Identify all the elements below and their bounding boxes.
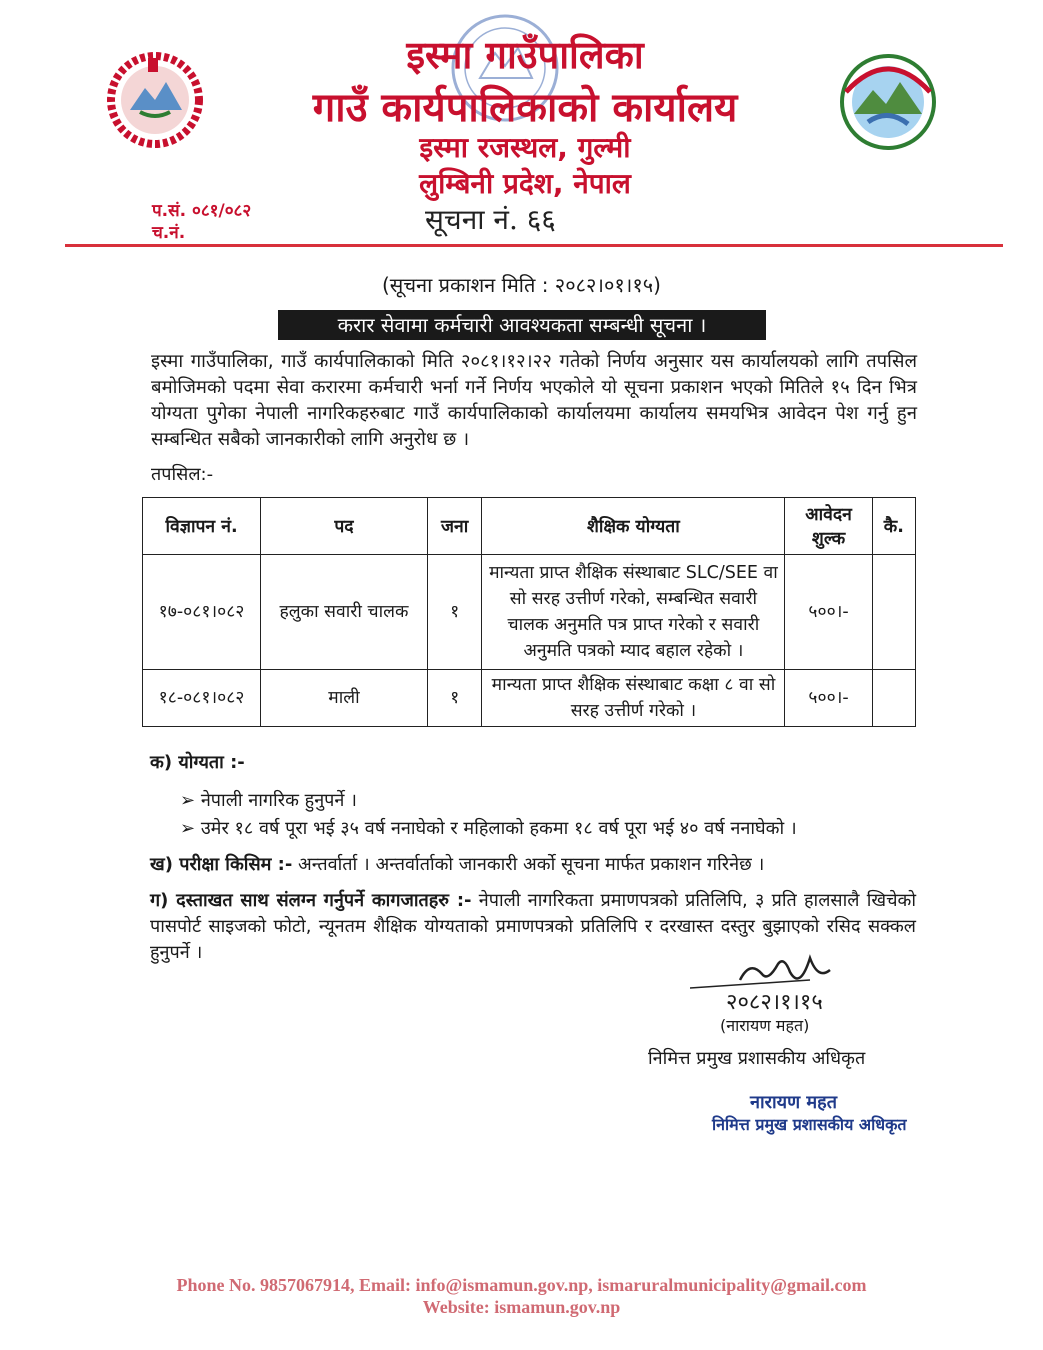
signature-name: (नारायण महत) bbox=[720, 1016, 810, 1035]
cell-fee: ५००।- bbox=[785, 670, 872, 727]
exam-type-label: ख) परीक्षा किसिम :- bbox=[150, 854, 293, 875]
cell-post: माली bbox=[261, 670, 428, 727]
list-item bbox=[180, 788, 357, 812]
qualification-heading: क) योग्यता :- bbox=[150, 752, 245, 773]
table-row bbox=[143, 670, 916, 727]
header-count: जना bbox=[427, 498, 482, 555]
notice-title: करार सेवामा कर्मचारी आवश्यकता सम्बन्धी सूचना । bbox=[278, 310, 766, 340]
office-address: इस्मा रजस्थल, गुल्मी bbox=[419, 131, 631, 164]
cell-fee: ५००।- bbox=[785, 555, 872, 670]
ref-cn: च.नं. bbox=[152, 223, 186, 243]
cell-qualification: मान्यता प्राप्त शैक्षिक संस्थाबाट SLC/SEE वा सो सरह उत्तीर्ण गरेको, सम्बन्धित सवारी चालक अनुमति पत्र प्राप्त गरेको र सवारी अनुमति पत्रको म्याद बहाल रहेको । bbox=[482, 555, 785, 670]
header-post: पद bbox=[261, 498, 428, 555]
arrow-bullet-icon: ➢ bbox=[180, 790, 201, 811]
publish-date: (सूचना प्रकाशन मिति : २०८२।०१।१५) bbox=[382, 273, 661, 297]
province-name: लुम्बिनी प्रदेश, नेपाल bbox=[419, 167, 631, 200]
arrow-bullet-icon: ➢ bbox=[180, 818, 201, 839]
signature-date: २०८२।१।१५ bbox=[726, 990, 823, 1015]
header-remarks: कै. bbox=[872, 498, 915, 555]
nepal-emblem-logo bbox=[100, 50, 210, 150]
table-row bbox=[143, 555, 916, 670]
municipality-logo bbox=[838, 52, 938, 152]
stamp-name: नारायण महत bbox=[750, 1092, 837, 1113]
cell-count: १ bbox=[427, 555, 482, 670]
header-fee: आवेदन शुल्क bbox=[785, 498, 872, 555]
exam-type-text: अन्तर्वार्ता । अन्तर्वार्ताको जानकारी अर्को सूचना मार्फत प्रकाशन गरिनेछ । bbox=[292, 854, 765, 875]
documents-text: नेपाली नागरिकता प्रमाणपत्रको प्रतिलिपि, ३ प्रति हालसालै खिचेको पासपोर्ट साइजको फोटो, न्यूनतम शैक्षिक योग्यताको प्रमाणपत्रको प्रतिलिपि र दरखास्त दस्तुर बुझाएको रसिद सक्कल हुनुपर्ने । bbox=[150, 890, 917, 963]
qualification-item: नेपाली नागरिक हुनुपर्ने । bbox=[200, 790, 357, 811]
footer-contact: Phone No. 9857067914, Email: info@ismamun.gov.np, ismaruralmunicipality@gmail.com bbox=[176, 1275, 867, 1295]
footer-website: Website: ismamun.gov.np bbox=[422, 1297, 621, 1317]
vacancy-table bbox=[142, 497, 916, 727]
cell-ad-no: १८-०८१।०८२ bbox=[143, 670, 261, 727]
tapasil-label: तपसिल:- bbox=[151, 464, 214, 485]
header-qualification: शैक्षिक योग्यता bbox=[482, 498, 785, 555]
ref-ps: प.सं. ०८१/०८२ bbox=[152, 201, 252, 221]
office-name: गाउँ कार्यपालिकाको कार्यालय bbox=[312, 85, 738, 131]
cell-count: १ bbox=[427, 670, 482, 727]
cell-ad-no: १७-०८१।०८२ bbox=[143, 555, 261, 670]
header-ad-no: विज्ञापन नं. bbox=[143, 498, 261, 555]
cell-post: हलुका सवारी चालक bbox=[261, 555, 428, 670]
exam-type bbox=[150, 852, 764, 878]
table-header-row bbox=[143, 498, 916, 555]
notice-body: इस्मा गाउँपालिका, गाउँ कार्यपालिकाको मिति २०८१।१२।२२ गतेको निर्णय अनुसार यस कार्यालयको लागि तपसिल बमोजिमको पदमा सेवा करारमा कर्मचारी भर्ना गर्ने निर्णय भएकोले यो सूचना प्रकाशन भएको मितिले १५ दिन भित्र योग्यता पुगेका नेपाली नागरिकहरुबाट गाउँ कार्यपालिकाको कार्यालयमा कार्यालय समयभित्र आवेदन पेश गर्नु हुन सम्बन्धित सबैको जानकारीको लागि अनुरोध छ । bbox=[151, 351, 917, 450]
municipality-name: इस्मा गाउँपालिका bbox=[406, 33, 644, 77]
list-item bbox=[180, 816, 797, 840]
cell-qualification: मान्यता प्राप्त शैक्षिक संस्थाबाट कक्षा ८ वा सो सरह उत्तीर्ण गरेको । bbox=[482, 670, 785, 727]
qualification-item: उमेर १८ वर्ष पूरा भई ३५ वर्ष ननाघेको र महिलाको हकमा १८ वर्ष पूरा भई ४० वर्ष ननाघेको । bbox=[200, 818, 797, 839]
stamp-designation: निमित्त प्रमुख प्रशासकीय अधिकृत bbox=[712, 1115, 907, 1134]
signatory-designation: निमित्त प्रमुख प्रशासकीय अधिकृत bbox=[648, 1048, 866, 1069]
notice-number: सूचना नं. ६६ bbox=[425, 203, 556, 236]
header-divider bbox=[65, 244, 1003, 247]
documents-label: ग) दस्ताखत साथ संलग्न गर्नुपर्ने कागजातहरु :- bbox=[150, 890, 472, 911]
cell-remarks bbox=[872, 555, 915, 670]
signature-block bbox=[690, 950, 890, 1040]
cell-remarks bbox=[872, 670, 915, 727]
